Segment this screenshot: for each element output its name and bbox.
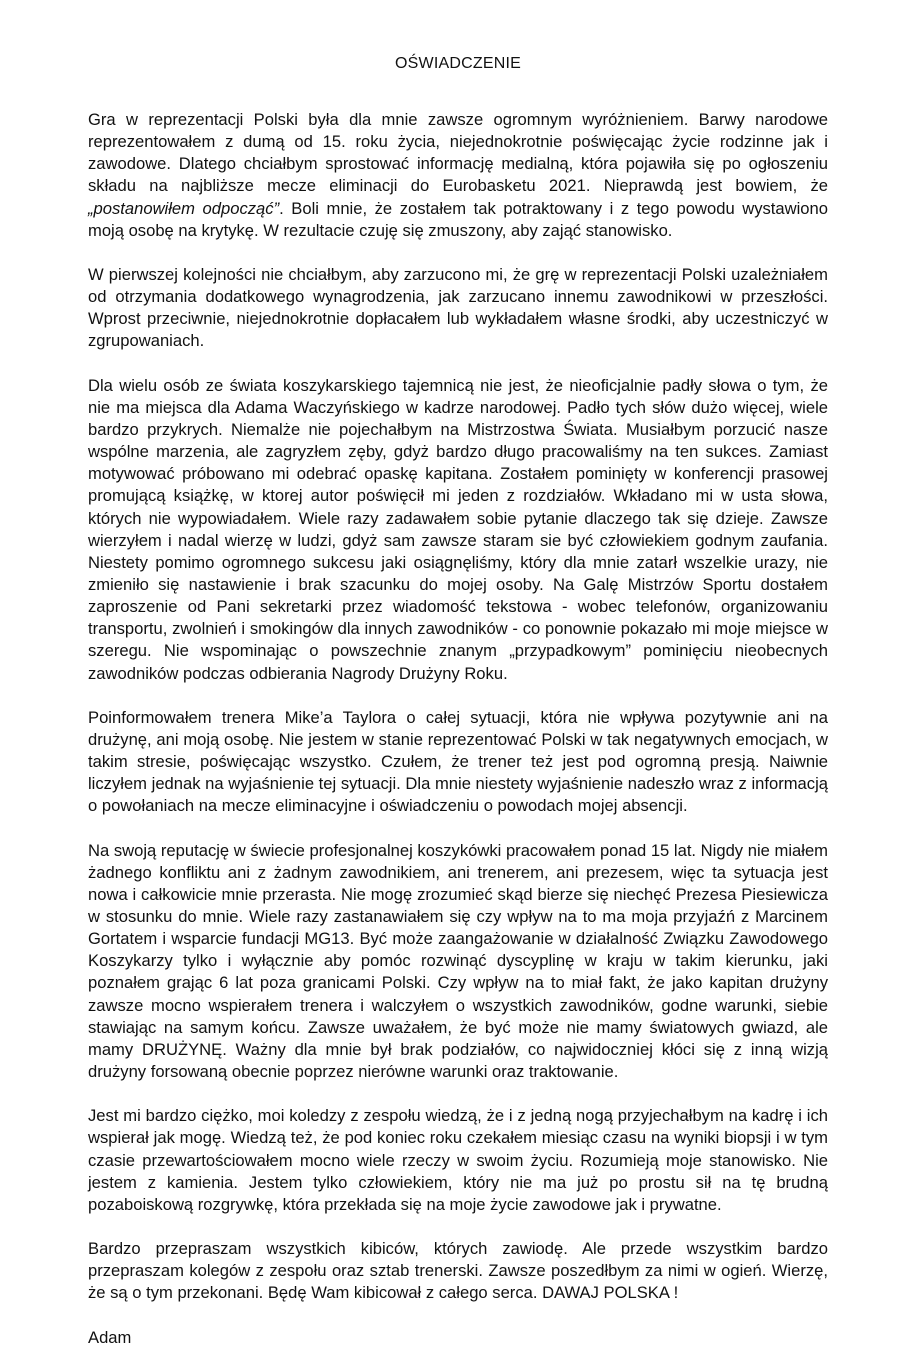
paragraph-2: W pierwszej kolejności nie chciałbym, aby zarzucono mi, że grę w reprezentacji Polski uzależniałem od otrzymania dodatkowego wynagrodzenia, jak zarzucano innemu zawodnikowi w przeszłości. Wprost przeciwnie, niejednokrotnie dopłacałem lub wykładałem własne środki, aby uczestniczyć w zgrupowaniach.: [88, 264, 828, 351]
paragraph-6: Jest mi bardzo ciężko, moi koledzy z zespołu wiedzą, że i z jedną nogą przyjechałbym na kadrę i ich wspierał jak mogę. Wiedzą też, że pod koniec roku czekałem miesiąc czasu na wyniki biopsji i w tym czasie przewartościowałem mocno wiele rzeczy w swoim życiu. Rozumieją moje stanowisko. Nie jestem z kamienia. Jestem tylko człowiekiem, który nie ma już po prostu sił na tę brudną pozaboiskową rozgrywkę, która przekłada się na moje życie zawodowe jak i prywatne.: [88, 1106, 828, 1214]
paragraph-5: Na swoją reputację w świecie profesjonalnej koszykówki pracowałem ponad 15 lat. Nigdy nie miałem żadnego konfliktu ani z żadnym zawodnikiem, ani trenerem, ani prezesem, więc ta sytuacja jest nowa i całkowicie mnie przerasta. Nie mogę zrozumieć skąd bierze się niechęć Prezesa Piesiewicza w stosunku do mnie. Wiele razy zastanawiałem się czy wpływ na to ma moja przyjaźń z Marcinem Gortatem i wsparcie fundacji MG13. Być może zaangażowanie w działalność Związku Zawodowego Koszykarzy tylko i wyłącznie aby pomóc rozwinąć dyscyplinę w kraju w takim kierunku, jaki poznałem grając 6 lat poza granicami Polski. Czy wpływ na to miał fakt, że jako kapitan drużyny zawsze mocno wspierałem trenera i walczyłem o wszystkich zawodników, godne warunki, siebie stawiając na samym końcu. Zawsze uważałem, że być może nie mamy światowych gwiazd, ale mamy DRUŻYNĘ. Ważny dla mnie był brak podziałów, co najwidoczniej kłóci się z inną wizją drużyny forsowaną obecnie poprzez nierówne warunki oraz traktowanie.: [88, 840, 828, 1082]
paragraph-1: [88, 109, 828, 242]
signature: Adam: [88, 1327, 132, 1347]
document-title: OŚWIADCZENIE: [395, 55, 521, 72]
paragraph-3: Dla wielu osób ze świata koszykarskiego tajemnicą nie jest, że nieoficjalnie padły słowa o tym, że nie ma miejsca dla Adama Waczyńskiego w kadrze narodowej. Padło tych słów dużo więcej, wiele bardzo przykrych. Niemalże nie pojechałbym na Mistrzostwa Świata. Musiałbym porzucić nasze wspólne marzenia, ale zagryzłem zęby, gdyż bardzo długo pracowaliśmy na ten sukces. Zamiast motywować próbowano mi odebrać opaskę kapitana. Zostałem pominięty w konferencji prasowej promującą książkę, w ktorej autor poświęcił mi jeden z rozdziałów. Wkładano mi w usta słowa, których nie wypowiadałem. Wiele razy zadawałem sobie pytanie dlaczego tak się dzieje. Zawsze wierzyłem i nadal wierzę w ludzi, gdyż sam zawsze staram sie być człowiekiem godnym zaufania. Niestety pomimo ogromnego sukcesu jaki osiągnęliśmy, który dla mnie zatarł wszelkie urazy, nie zmieniło się nastawienie i brak szacunku do mojej osoby. Na Galę Mistrzów Sportu dostałem zaproszenie od Pani sekretarki przez wiadomość tekstowa - wobec telefonów, organizowaniu transportu, zwolnień i smokingów dla innych zawodników - co ponownie pokazało mi moje miejsce w szeregu. Nie wspominając o powszechnie znanym „przypadkowym” pominięciu nieobecnych zawodników podczas odbierania Nagrody Drużyny Roku.: [88, 375, 828, 683]
paragraph-1-after: . Boli mnie, że zostałem tak potraktowany i z tego powodu wystawiono moją osobę na krytykę. W rezultacie czuję się zmuszony, aby zająć stanowisko.: [88, 198, 828, 240]
paragraph-4: Poinformowałem trenera Mike’a Taylora o całej sytuacji, która nie wpływa pozytywnie ani na drużynę, ani moją osobę. Nie jestem w stanie reprezentować Polski w tak negatywnych emocjach, w takim stresie, poświęcając wszystko. Czułem, że trener też jest pod ogromną presją. Naiwnie liczyłem jednak na wyjaśnienie tej sytuacji. Dla mnie niestety wyjaśnienie nadeszło wraz z informacją o powołaniach na mecze eliminacyjne i oświadczeniu o powodach mojej absencji.: [88, 707, 828, 816]
paragraph-7: Bardzo przepraszam wszystkich kibiców, których zawiodę. Ale przede wszystkim bardzo przepraszam kolegów z zespołu oraz sztab trenerski. Zawsze poszedłbym za nimi w ogień. Wierzę, że są o tym przekonani. Będę Wam kibicował z całego serca. DAWAJ POLSKA !: [88, 1239, 828, 1303]
paragraph-1-before: Gra w reprezentacji Polski była dla mnie zawsze ogromnym wyróżnieniem. Barwy narodowe reprezentowałem z dumą od 15. roku życia, niejednokrotnie poświęcając życie rodzinne jak i zawodowe. Dlatego chciałbym sprostować informację medialną, która pojawiła się po ogłoszeniu składu na najbliższe mecze eliminacji do Eurobasketu 2021. Nieprawdą jest bowiem, że: [88, 110, 828, 196]
paragraph-1-quote: „postanowiłem odpocząć”: [88, 198, 280, 218]
